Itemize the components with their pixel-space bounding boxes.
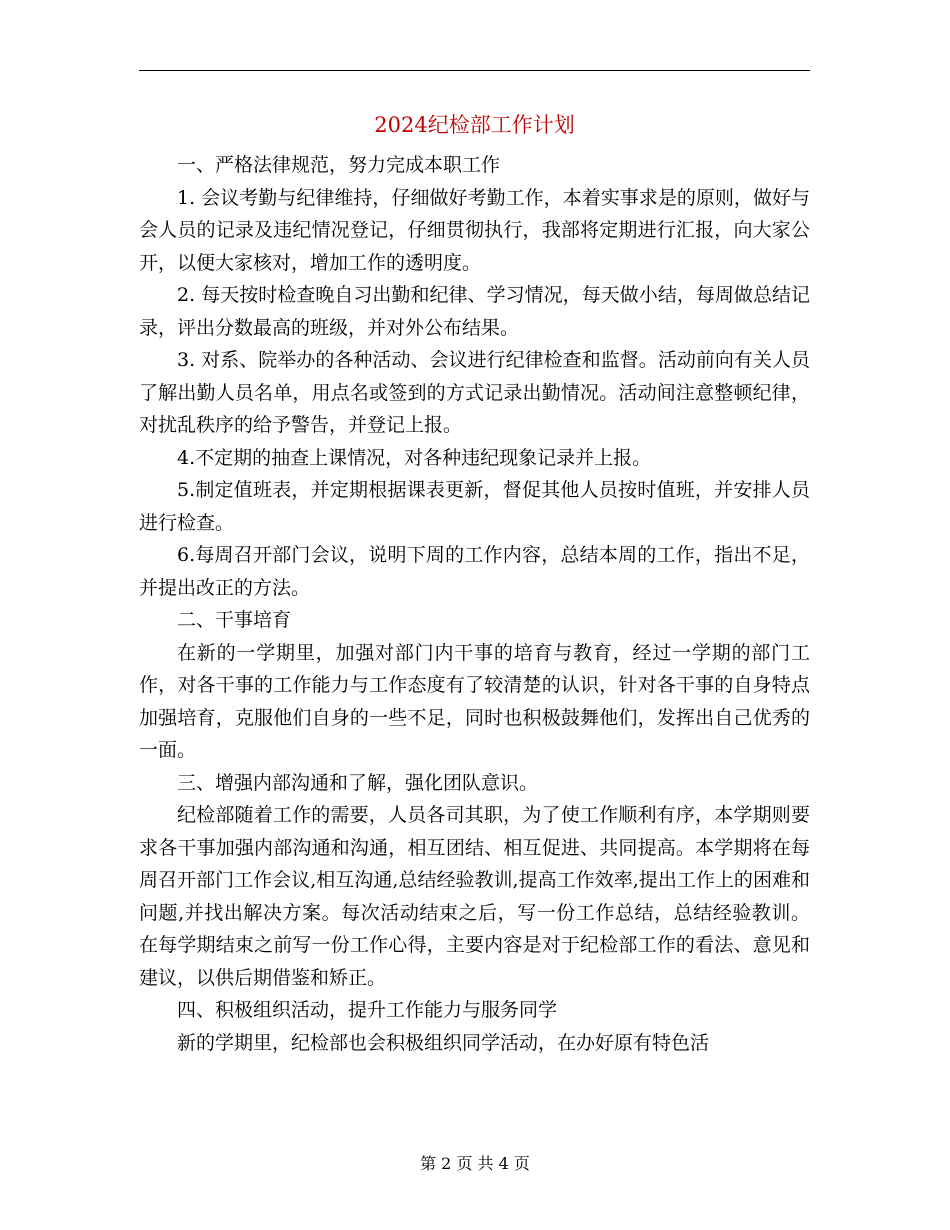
- section-heading-3: 三、增强内部沟通和了解，强化团队意识。: [177, 771, 539, 794]
- page-footer: 第 2 页 共 4 页: [420, 1154, 530, 1173]
- document-title: 2024纪检部工作计划: [374, 113, 575, 137]
- list-item-1: 1. 会议考勤与纪律维持，仔细做好考勤工作，本着实事求是的原则，做好与会人员的记录及违纪情况登记，仔细贯彻执行，我部将定期进行汇报，向大家公开，以便大家核对，增加工作的透明度。: [139, 186, 810, 274]
- header-rule: [139, 70, 810, 71]
- section-heading-4: 四、积极组织活动，提升工作能力与服务同学: [177, 999, 558, 1021]
- list-item-6: 6.每周召开部门会议，说明下周的工作内容，总结本周的工作，指出不足，并提出改正的方法。: [139, 544, 810, 599]
- list-item-2: 2. 每天按时检查晚自习出勤和纪律、学习情况，每天做小结，每周做总结记录，评出分数最高的班级，并对外公布结果。: [139, 284, 810, 339]
- section-heading-1: 一、严格法律规范，努力完成本职工作: [177, 154, 501, 176]
- section-heading-2: 二、干事培育: [177, 609, 292, 631]
- list-item-3: 3. 对系、院举办的各种活动、会议进行纪律检查和监督。活动前向有关人员了解出勤人员名单，用点名或签到的方式记录出勤情况。活动间注意整顿纪律，对扰乱秩序的给予警告，并登记上报。: [139, 349, 810, 436]
- paragraph-activities: 新的学期里，纪检部也会积极组织同学活动，在办好原有特色活: [177, 1031, 710, 1054]
- list-item-5: 5.制定值班表，并定期根据课表更新，督促其他人员按时值班，并安排人员进行检查。: [139, 479, 810, 534]
- paragraph-training: 在新的一学期里，加强对部门内干事的培育与教育，经过一学期的部门工作，对各干事的工作能力与工作态度有了较清楚的认识，针对各干事的自身特点加强培育，克服他们自身的一些不足，同时也积极鼓舞他们，发挥出自己优秀的一面。: [139, 641, 810, 761]
- list-item-4: 4.不定期的抽查上课情况，对各种违纪现象记录并上报。: [177, 446, 652, 469]
- document-body: [139, 149, 810, 1059]
- paragraph-communication: 纪检部随着工作的需要，人员各司其职，为了使工作顺利有序，本学期则要求各干事加强内部沟通和沟通，相互团结、相互促进、共同提高。本学期将在每周召开部门工作会议,相互沟通,总结经验教训,提高工作效率,提出工作上的困难和问题,并找出解决方案。每次活动结束之后，写一份工作总结，总结经验教训。在每学期结束之前写一份工作心得，主要内容是对于纪检部工作的看法、意见和建议，以供后期借鉴和矫正。: [139, 804, 810, 989]
